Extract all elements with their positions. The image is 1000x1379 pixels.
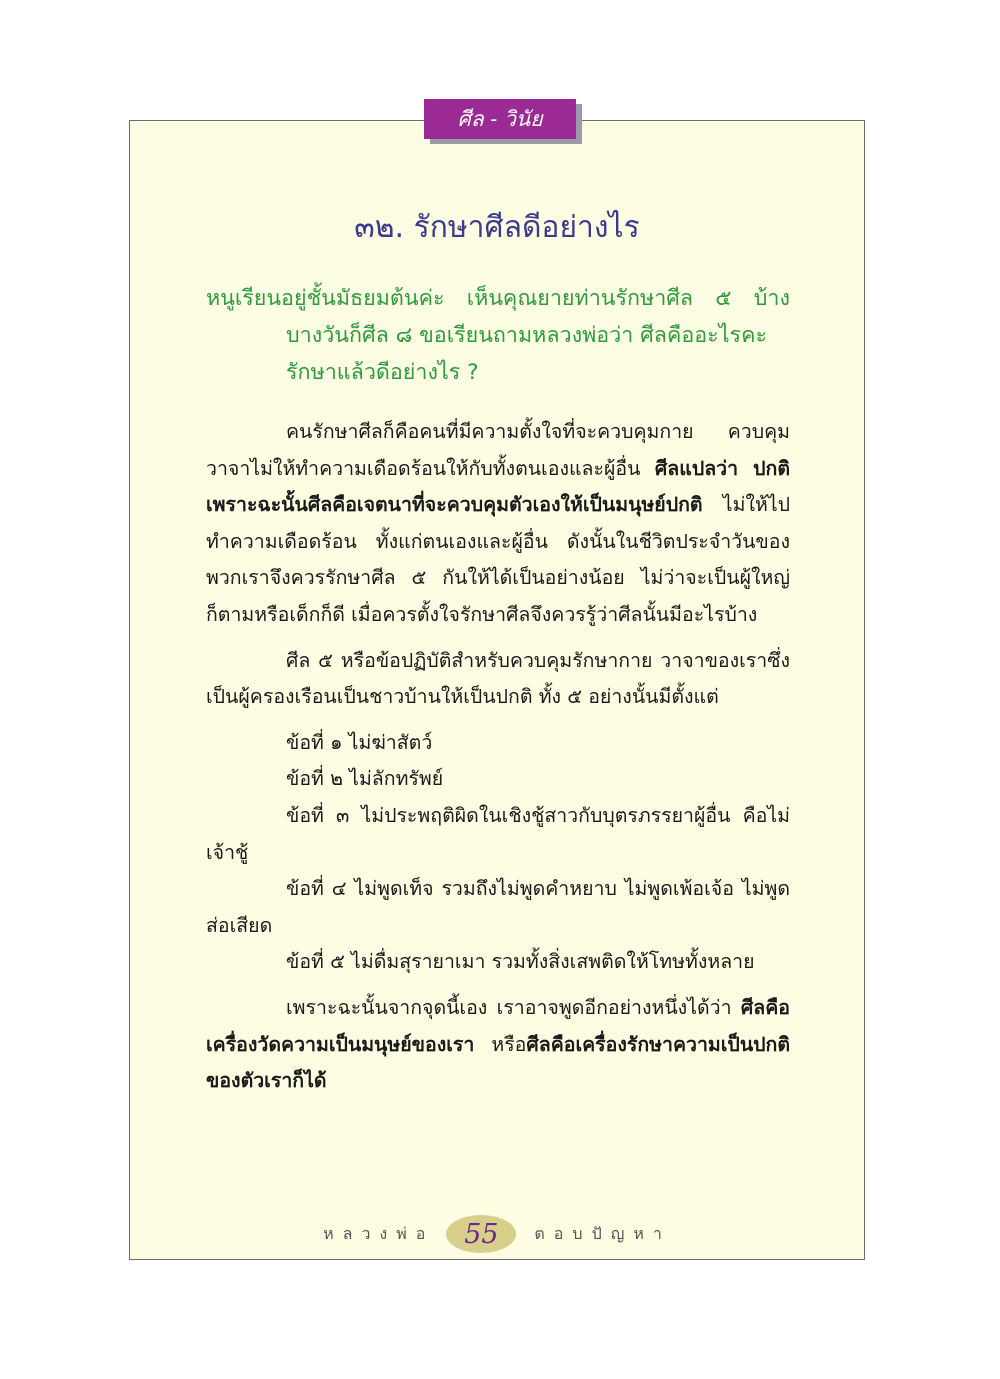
paragraph-1-bold-1: ศีลแปลว่า ปกติ	[654, 456, 790, 480]
question-line-1: หนูเรียนอยู่ชั้นมัธยมต้นค่ะ เห็นคุณยายท่านรักษาศีล ๕ บ้าง	[206, 286, 790, 311]
paragraph-3-text-a: เพราะฉะนั้นจากจุดนี้เอง เราอาจพูดอีกอย่างหนึ่งได้ว่า	[286, 995, 741, 1019]
paragraph-1-text-c: ไม่ให้ไปทำความเดือดร้อน ทั้งแก่ตนเองและผู้อื่น ดังนั้นในชีวิตประจำวันของพวกเราจึงควรรักษาศีล ๕ กันให้ได้เป็นอย่างน้อย ไม่ว่าจะเป็นผู้ใหญ่ก็ตามหรือเด็กก็ดี เมื่อควรตั้งใจรักษาศีลจึงควรรู้ว่าศีลนั้นมีอะไรบ้าง	[206, 493, 790, 626]
list-item: ข้อที่ ๔ ไม่พูดเท็จ รวมถึงไม่พูดคำหยาบ ไม่พูดเพ้อเจ้อ ไม่พูดส่อเสียด	[206, 877, 790, 937]
section-tab	[424, 99, 576, 139]
list-item: ข้อที่ ๕ ไม่ดื่มสุรายาเมา รวมทั้งสิ่งเสพติดให้โทษทั้งหลาย	[286, 950, 755, 974]
footer-left-text: หลวงพ่อ	[323, 1223, 435, 1243]
section-tab-label: ศีล - วินัย	[457, 106, 543, 131]
paragraph-3-bold-2: ศีลคือเครื่องรักษาความเป็นปกติของตัวเราก็ได้	[206, 1032, 790, 1093]
list-item: ข้อที่ ๑ ไม่ฆ่าสัตว์	[286, 730, 433, 754]
paragraph-1-text-a: คนรักษาศีลก็คือคนที่มีความตั้งใจที่จะควบคุมกาย ควบคุมวาจาไม่ให้ทำความเดือดร้อนให้กับทั้งตนเองและผู้อื่น	[206, 420, 790, 480]
paragraph-2: ศีล ๕ หรือข้อปฏิบัติสำหรับควบคุมรักษากาย วาจาของเราซึ่งเป็นผู้ครองเรือนเป็นชาวบ้านให้เป็นปกติ ทั้ง ๕ อย่างนั้นมีตั้งแต่	[206, 648, 790, 709]
page-number-badge	[446, 1215, 516, 1253]
page-number: 55	[464, 1218, 499, 1250]
paragraph-1-bold-2: เพราะฉะนั้นศีลคือเจตนาที่จะควบคุมตัวเองให้เป็นมนุษย์ปกติ	[206, 493, 703, 517]
article-title: ๓๒. รักษาศีลดีอย่างไร	[354, 210, 640, 245]
paragraph-1	[206, 414, 790, 634]
list-item: ข้อที่ ๓ ไม่ประพฤติผิดในเชิงชู้สาวกับบุตรภรรยาผู้อื่น คือไม่เจ้าชู้	[206, 803, 790, 864]
page-footer	[129, 1212, 865, 1256]
footer-right-text: ตอบปัญหา	[534, 1223, 671, 1243]
list-item: ข้อที่ ๒ ไม่ลักทรัพย์	[286, 767, 444, 791]
question-line-2: บางวันก็ศีล ๘ ขอเรียนถามหลวงพ่อว่า ศีลคืออะไรคะ	[286, 323, 767, 348]
paragraph-3	[206, 990, 790, 1100]
question-line-3: รักษาแล้วดีอย่างไร ?	[286, 360, 479, 385]
paragraph-3-bold-1: ศีลคือเครื่องวัดความเป็นมนุษย์ของเรา	[206, 995, 790, 1056]
answer-body	[206, 414, 790, 1100]
paragraph-3-text-mid: หรือ	[474, 1032, 527, 1056]
question-block	[206, 280, 790, 391]
